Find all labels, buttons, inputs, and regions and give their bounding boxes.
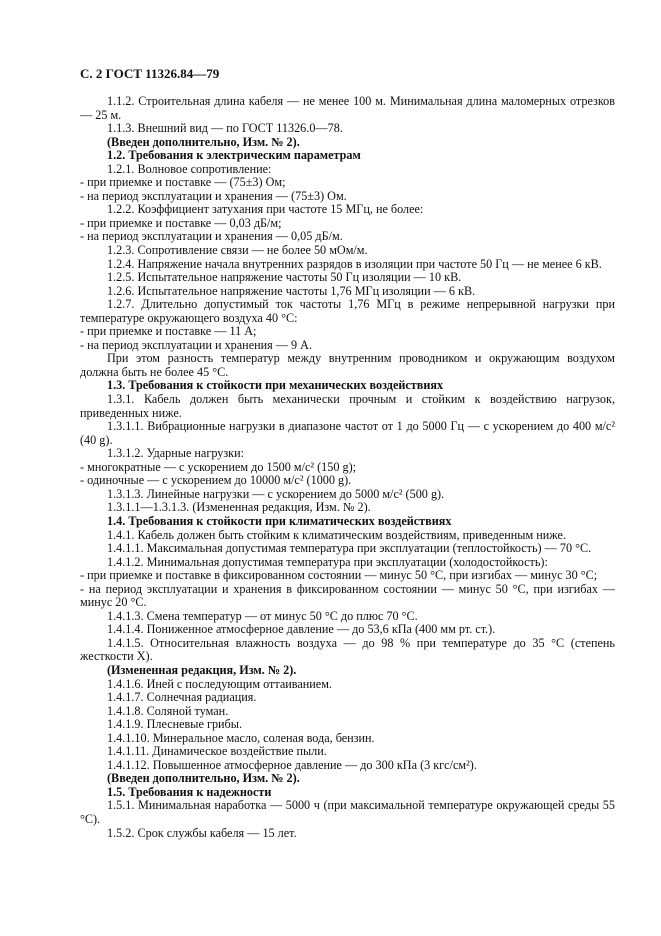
paragraph: 1.4.1.8. Соляной туман. (107, 703, 229, 718)
paragraph: - при приемке и поставке — 11 А; (80, 324, 257, 339)
paragraph: 1.5.1. Минимальная наработка — 5000 ч (при максимальной температуре окружающей среды 55 °С). (80, 798, 615, 826)
paragraph: - на период эксплуатации и хранения — 0,05 дБ/м. (80, 229, 343, 244)
paragraph: 1.3.1.1. Вибрационные нагрузки в диапазоне частот от 1 до 5000 Гц — с ускорением до 400 м/с² (40 g). (80, 419, 615, 447)
section-heading: 1.4. Требования к стойкости при климатических воздействиях (107, 513, 452, 528)
paragraph: 1.5.2. Срок службы кабеля — 15 лет. (107, 825, 297, 840)
paragraph: - при приемке и поставке в фиксированном состоянии — минус 50 °С, при изгибах — минус 30 °С; (80, 568, 598, 583)
paragraph: - при приемке и поставке — 0,03 дБ/м; (80, 215, 282, 230)
paragraph: 1.4.1.10. Минеральное масло, соленая вода, бензин. (107, 730, 375, 745)
paragraph: 1.3.1. Кабель должен быть механически прочным и стойким к воздействию нагрузок, приведенных ниже. (80, 392, 615, 420)
paragraph: - многократные — с ускорением до 1500 м/с² (150 g); (80, 459, 357, 474)
paragraph: 1.3.1.1—1.3.1.3. (Измененная редакция, Изм. № 2). (107, 500, 371, 515)
paragraph: 1.4.1.11. Динамическое воздействие пыли. (107, 744, 327, 759)
paragraph: - на период эксплуатации и хранения — (75±3) Ом. (80, 188, 347, 203)
section-heading: 1.3. Требования к стойкости при механических воздействиях (107, 378, 444, 393)
paragraph: 1.4.1.12. Повышенное атмосферное давление — до 300 кПа (3 кгс/см²). (107, 757, 477, 772)
section-heading: 1.5. Требования к надежности (107, 784, 272, 799)
paragraph: 1.4.1. Кабель должен быть стойким к климатическим воздействиям, приведенным ниже. (107, 527, 567, 542)
paragraph: 1.4.1.9. Плесневые грибы. (107, 717, 242, 732)
paragraph: 1.4.1.3. Смена температур — от минус 50 °С до плюс 70 °С. (107, 608, 418, 623)
paragraph: 1.4.1.7. Солнечная радиация. (107, 690, 257, 705)
paragraph: - при приемке и поставке — (75±3) Ом; (80, 175, 286, 190)
paragraph: 1.4.1.5. Относительная влажность воздуха — до 98 % при температуре до 35 °С (степень жесткости X). (80, 635, 615, 664)
paragraph: 1.4.1.4. Пониженное атмосферное давление — до 53,6 кПа (400 мм рт. ст.). (107, 622, 496, 637)
paragraph: 1.2.7. Длительно допустимый ток частоты 1,76 МГц в режиме непрерывной нагрузки при температуре окружающего воздуха 40 °С: (80, 297, 615, 325)
paragraph: - на период эксплуатации и хранения — 9 А. (80, 337, 313, 352)
section-heading: 1.2. Требования к электрическим параметрам (107, 148, 361, 163)
paragraph: 1.2.5. Испытательное напряжение частоты 50 Гц изоляции — 10 кВ. (107, 270, 462, 285)
paragraph: 1.2.4. Напряжение начала внутренних разрядов в изоляции при частоте 50 Гц — не менее 6 кВ. (107, 256, 602, 271)
section-heading: (Введен дополнительно, Изм. № 2). (107, 134, 300, 149)
paragraph: 1.3.1.2. Ударные нагрузки: (107, 446, 245, 461)
paragraph: 1.4.1.1. Максимальная допустимая температура при эксплуатации (теплостойкость) — 70 °С. (107, 541, 592, 556)
paragraph: 1.2.6. Испытательное напряжение частоты 1,76 МГц изоляции — 6 кВ. (107, 283, 476, 298)
page-header: С. 2 ГОСТ 11326.84—79 (80, 66, 220, 81)
paragraph: 1.2.2. Коэффициент затухания при частоте 15 МГц, не более: (107, 202, 424, 217)
paragraph: 1.1.2. Строительная длина кабеля — не менее 100 м. Минимальная длина маломерных отрезков — 25 м. (80, 94, 615, 122)
paragraph: 1.3.1.3. Линейные нагрузки — с ускорением до 5000 м/с² (500 g). (107, 486, 445, 501)
paragraph: - на период эксплуатации и хранения в фиксированном состоянии — минус 50 °С, при изгибах — минус 20 °С. (80, 581, 615, 610)
paragraph: 1.1.3. Внешний вид — по ГОСТ 11326.0—78. (107, 121, 343, 136)
paragraph: 1.4.1.6. Иней с последующим оттаиванием. (107, 676, 332, 691)
paragraph: 1.2.3. Сопротивление связи — не более 50 мОм/м. (107, 243, 368, 258)
paragraph: 1.4.1.2. Минимальная допустимая температура при эксплуатации (холодостойкость): (107, 554, 548, 569)
paragraph: 1.2.1. Волновое сопротивление: (107, 161, 272, 176)
paragraph: При этом разность температур между внутренним проводником и окружающим воздухом должна быть не более 45 °С. (80, 351, 615, 379)
section-heading: (Введен дополнительно, Изм. № 2). (107, 771, 300, 786)
document-body (80, 95, 615, 840)
paragraph: - одиночные — с ускорением до 10000 м/с² (1000 g). (80, 473, 352, 488)
section-heading: (Измененная редакция, Изм. № 2). (107, 662, 297, 677)
